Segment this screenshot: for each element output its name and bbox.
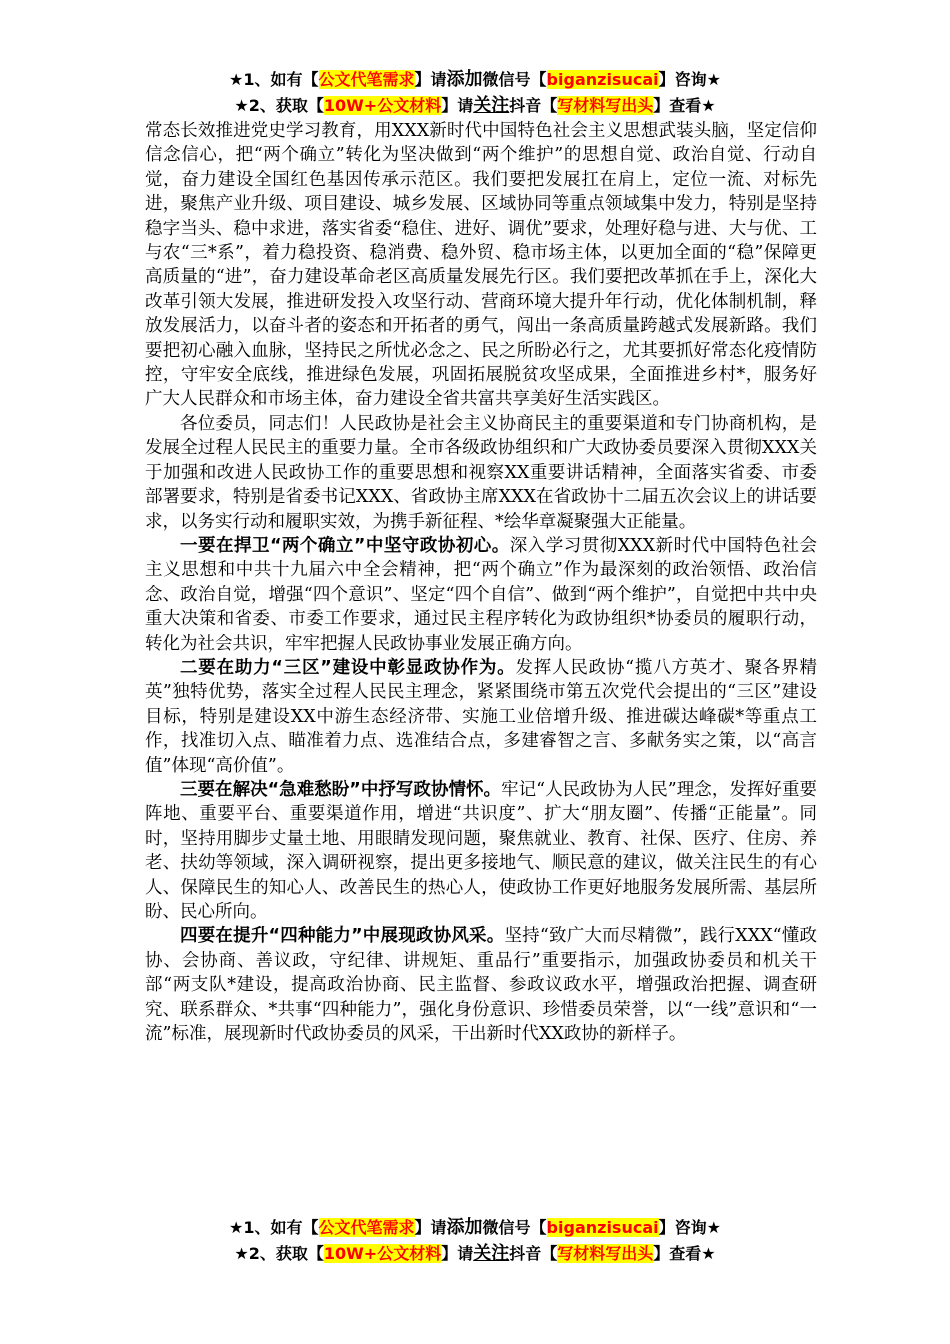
highlight-writing-service: 公文代笔需求 (318, 70, 415, 89)
paragraph-5-heading: 三要在解决“急难愁盼”中抒写政协情怀。 (180, 779, 502, 800)
promo-line-2-bottom: ★2、获取【10W+公文材料】请关注抖音【写材料写出头】查看★ (234, 1243, 716, 1264)
promo-banner-bottom (0, 1216, 950, 1268)
paragraph-3: 一要在捍卫“两个确立”中坚守政协初心。深入学习贯彻XXX新时代中国特色社会主义思想和中共十九届六中全会精神，把“两个确立”作为最深刻的政治领悟、政治信念、政治自觉，增强“四个意识”、坚定“四个自信”、做到“两个维护”，自觉把中共中央重大决策和省委、市委工作要求，通过民主程序转化为政协组织*协委员的履职行动，转化为社会共识，牢牢把握人民政协事业发展正确方向。 (145, 535, 817, 654)
highlight-materials-bottom: 10W+公文材料 (323, 1244, 442, 1263)
paragraph-6-heading: 四要在提升“四种能力”中展现政协风采。 (180, 926, 505, 947)
paragraph-6: 四要在提升“四种能力”中展现政协风采。坚持“致广大而尽精微”，践行XXX“懂政协、会协商、善议政，守纪律、讲规矩、重品行”重要指示，加强政协委员和机关干部“两支队*建设，提高政治协商、民主监督、参政议政水平，增强政治把握、调查研究、联系群众、*共事“四种能力”，强化身份意识、珍惜委员荣誉，以“一线”意识和“一流”标准，展现新时代政协委员的风采，干出新时代XX政协的新样子。 (145, 926, 817, 1045)
paragraph-4: 二要在助力“三区”建设中彰显政协作为。发挥人民政协“揽八方英才、聚各界精英”独特优势，落实全过程人民民主理念，紧紧围绕市第五次党代会提出的“三区”建设目标，特别是建设XX中游生态经济带、实施工业倍增升级、推进碳达峰碳*等重点工作，找准切入点、瞄准着力点、选准结合点，多建睿智之言、多献务实之策，以“高言值”体现“高价值”。 (145, 657, 817, 776)
paragraph-1: 常态长效推进党史学习教育，用XXX新时代中国特色社会主义思想武装头脑，坚定信仰信念信心，把“两个确立”转化为坚决做到“两个维护”的思想自觉、政治自觉、行动自觉，奋力建设全国红色基因传承示范区。我们要把发展扛在肩上，定位一流、对标先进，聚焦产业升级、项目建设、城乡发展、区域协同等重点领域集中发力，特别是坚持稳字当头、稳中求进，落实省委“稳住、进好、调优”要求，处理好稳与进、大与优、工与农“三*系”，着力稳投资、稳消费、稳外贸、稳市场主体，以更加全面的“稳”保障更高质量的“进”，奋力建设革命老区高质量发展先行区。我们要把改革抓在手上，深化大改革引领大发展，推进研发投入攻坚行动、营商环境大提升年行动，优化体制机制，释放发展活力，以奋斗者的姿态和开拓者的勇气，闯出一条高质量跨越式发展新路。我们要把初心融入血脉，坚持民之所忧必念之、民之所盼必行之，尤其要抓好常态化疫情防控，守牢安全底线，推进绿色发展，巩固拓展脱贫攻坚成果，全面推进乡村*，服务好广大人民群众和市场主体，奋力建设全省共富共享美好生活实践区。 (145, 121, 817, 410)
promo-banner-top (0, 68, 950, 120)
promo-line-2: ★2、获取【10W+公文材料】请关注抖音【写材料写出头】查看★ (234, 95, 716, 116)
highlight-wechat-id: biganzisucai (546, 70, 659, 89)
paragraph-4-heading: 二要在助力“三区”建设中彰显政协作为。 (180, 657, 516, 678)
highlight-materials: 10W+公文材料 (323, 96, 442, 115)
paragraph-2: 各位委员，同志们！人民政协是社会主义协商民主的重要渠道和专门协商机构，是发展全过程人民民主的重要力量。全市各级政协组织和广大政协委员要深入贯彻XXX关于加强和改进人民政协工作的重要思想和视察XX重要讲话精神，全面落实省委、市委部署要求，特别是省委书记XXX、省政协主席XXX在省政协十二届五次会议上的讲话要求，以务实行动和履职实效，为携手新征程、*绘华章凝聚强大正能量。 (145, 413, 817, 532)
highlight-douyin-account: 写材料写出头 (557, 96, 654, 115)
highlight-douyin-account-bottom: 写材料写出头 (557, 1244, 654, 1263)
paragraph-5: 三要在解决“急难愁盼”中抒写政协情怀。牢记“人民政协为人民”理念，发挥好重要阵地、重要平台、重要渠道作用，增进“共识度”、扩大“朋友圈”、传播“正能量”。同时，坚持用脚步丈量土地、用眼睛发现问题，聚焦就业、教育、社保、医疗、住房、养老、扶幼等领域，深入调研视察，提出更多接地气、顺民意的建议，做关注民生的有心人、保障民生的知心人、改善民生的热心人，使政协工作更好地服务发展所需、基层所盼、民心所向。 (145, 779, 817, 922)
highlight-wechat-id-bottom: biganzisucai (546, 1218, 659, 1237)
document-body (145, 119, 817, 1046)
highlight-writing-service-bottom: 公文代笔需求 (318, 1218, 415, 1237)
paragraph-3-heading: 一要在捍卫“两个确立”中坚守政协初心。 (180, 535, 510, 556)
promo-line-1: ★1、如有【公文代笔需求】请添加微信号【biganzisucai】咨询★ (229, 69, 721, 90)
promo-line-1-bottom: ★1、如有【公文代笔需求】请添加微信号【biganzisucai】咨询★ (229, 1217, 721, 1238)
